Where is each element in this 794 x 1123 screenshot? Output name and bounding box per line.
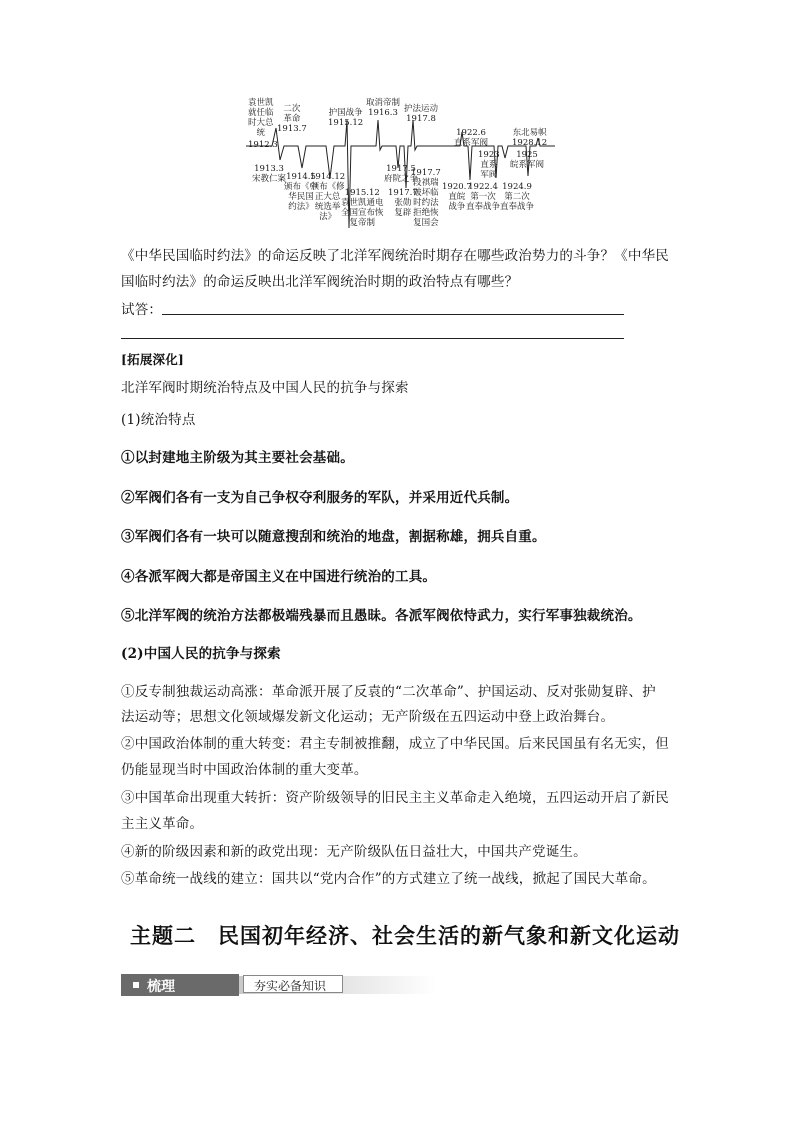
- struggle-line: ①反专制独裁运动高涨：革命派开展了反袁的“二次革命”、护国运动、反对张勋复辟、护: [121, 684, 656, 700]
- struggle-line: 法运动等；思想文化领域爆发新文化运动；无产阶级在五四运动中登上政治舞台。: [121, 709, 615, 725]
- section-bar: [121, 974, 436, 996]
- timeline-label: 1914.5 颁布《中 华民国 约法》: [284, 172, 319, 212]
- square-icon: [133, 982, 139, 988]
- timeline-label: 1925 皖系军阀: [510, 150, 545, 170]
- timeline-label: 护法运动 1917.8: [404, 104, 439, 124]
- timeline-label: 1917.7 张勋 复辟: [388, 188, 418, 218]
- struggle-line: 主主义革命。: [121, 816, 204, 832]
- timeline-label: 1922.6 直系军阀: [454, 128, 489, 148]
- answer-label: 试答：: [121, 302, 163, 318]
- timeline-label: 1917.7 段祺瑞 破坏临 时约法 拒绝恢 复国会: [411, 168, 441, 228]
- feature-item: ④各派军阀大都是帝国主义在中国进行统治的工具。: [121, 569, 437, 585]
- timeline-label: 1923 直系 军阀: [478, 150, 500, 180]
- timeline-label: 袁世凯 就任临 时大总 统: [248, 98, 274, 138]
- timeline-label: 二次 革命 1913.7: [277, 104, 307, 134]
- timeline-label: 1914.12 颁布《修 正大总 统选举 法》: [310, 172, 346, 222]
- struggle-line: ⑤革命统一战线的建立：国共以“党内合作”的方式建立了统一战线，掀起了国民大革命。: [121, 871, 656, 887]
- timeline-label: 1917.5 府院之争: [384, 164, 419, 184]
- timeline-label: 1912.3: [248, 140, 278, 150]
- timeline-label: 1915.12 袁世凯通电 全国宣布恢 复帝制: [341, 188, 384, 228]
- question-line: 国临时约法》的命运反映出北洋军阀统治时期的政治特点有哪些？: [121, 274, 519, 290]
- struggle-line: ②中国政治体制的重大转变：君主专制被推翻，成立了中华民国。后来民国虽有名无实，但: [121, 736, 669, 752]
- timeline-label: 1924.9 第二次 直奉战争: [500, 182, 535, 212]
- timeline-label: 东北易帜 1928.12: [512, 128, 548, 148]
- struggle-line: ③中国革命出现重大转折：资产阶级领导的旧民主主义革命走入绝境，五四运动开启了新民: [121, 790, 669, 806]
- timeline-label: 1920.7 直皖 战争: [442, 182, 472, 212]
- timeline-label: 取消帝制 1916.3: [366, 98, 401, 118]
- feature-item: ②军阀们各有一支为自己争权夺利服务的军队，并采用近代兵制。: [121, 490, 519, 506]
- struggle-line: ④新的阶级因素和新的政党出现：无产阶级队伍日益壮大，中国共产党诞生。: [121, 844, 587, 860]
- bar-subtitle-box: [243, 975, 343, 993]
- struggle-line: 仍能显现当时中国政治体制的重大变革。: [121, 762, 368, 778]
- timeline-label: 护国战争 1915.12: [328, 108, 364, 128]
- feature-item: ⑤北洋军阀的统治方法都极端残暴而且愚昧。各派军阀依恃武力，实行军事独裁统治。: [121, 608, 642, 624]
- feature-item: ③军阀们各有一块可以随意搜刮和统治的地盘，割据称雄，拥兵自重。: [121, 529, 546, 545]
- extension-tag: [拓展深化]: [121, 352, 185, 367]
- sub-heading: (1)统治特点: [121, 412, 196, 428]
- section-heading: 主题二 民国初年经济、社会生活的新气象和新文化运动: [130, 923, 680, 948]
- extension-title: 北洋军阀时期统治特点及中国人民的抗争与探索: [121, 380, 409, 396]
- answer-line[interactable]: [121, 338, 624, 339]
- answer-line[interactable]: [162, 314, 624, 315]
- sub-heading: (2)中国人民的抗争与探索: [121, 646, 281, 662]
- question-line: 《中华民国临时约法》的命运反映了北洋军阀统治时期存在哪些政治势力的斗争？《中华民: [121, 248, 669, 264]
- timeline-label: 1922.4 第一次 直奉战争: [466, 182, 501, 212]
- bar-title: 梳理: [147, 979, 175, 995]
- timeline-label: 1913.3 宋教仁案: [252, 164, 287, 184]
- bar-subtitle: 夯实必备知识: [254, 979, 327, 993]
- feature-item: ①以封建地主阶级为其主要社会基础。: [121, 450, 354, 466]
